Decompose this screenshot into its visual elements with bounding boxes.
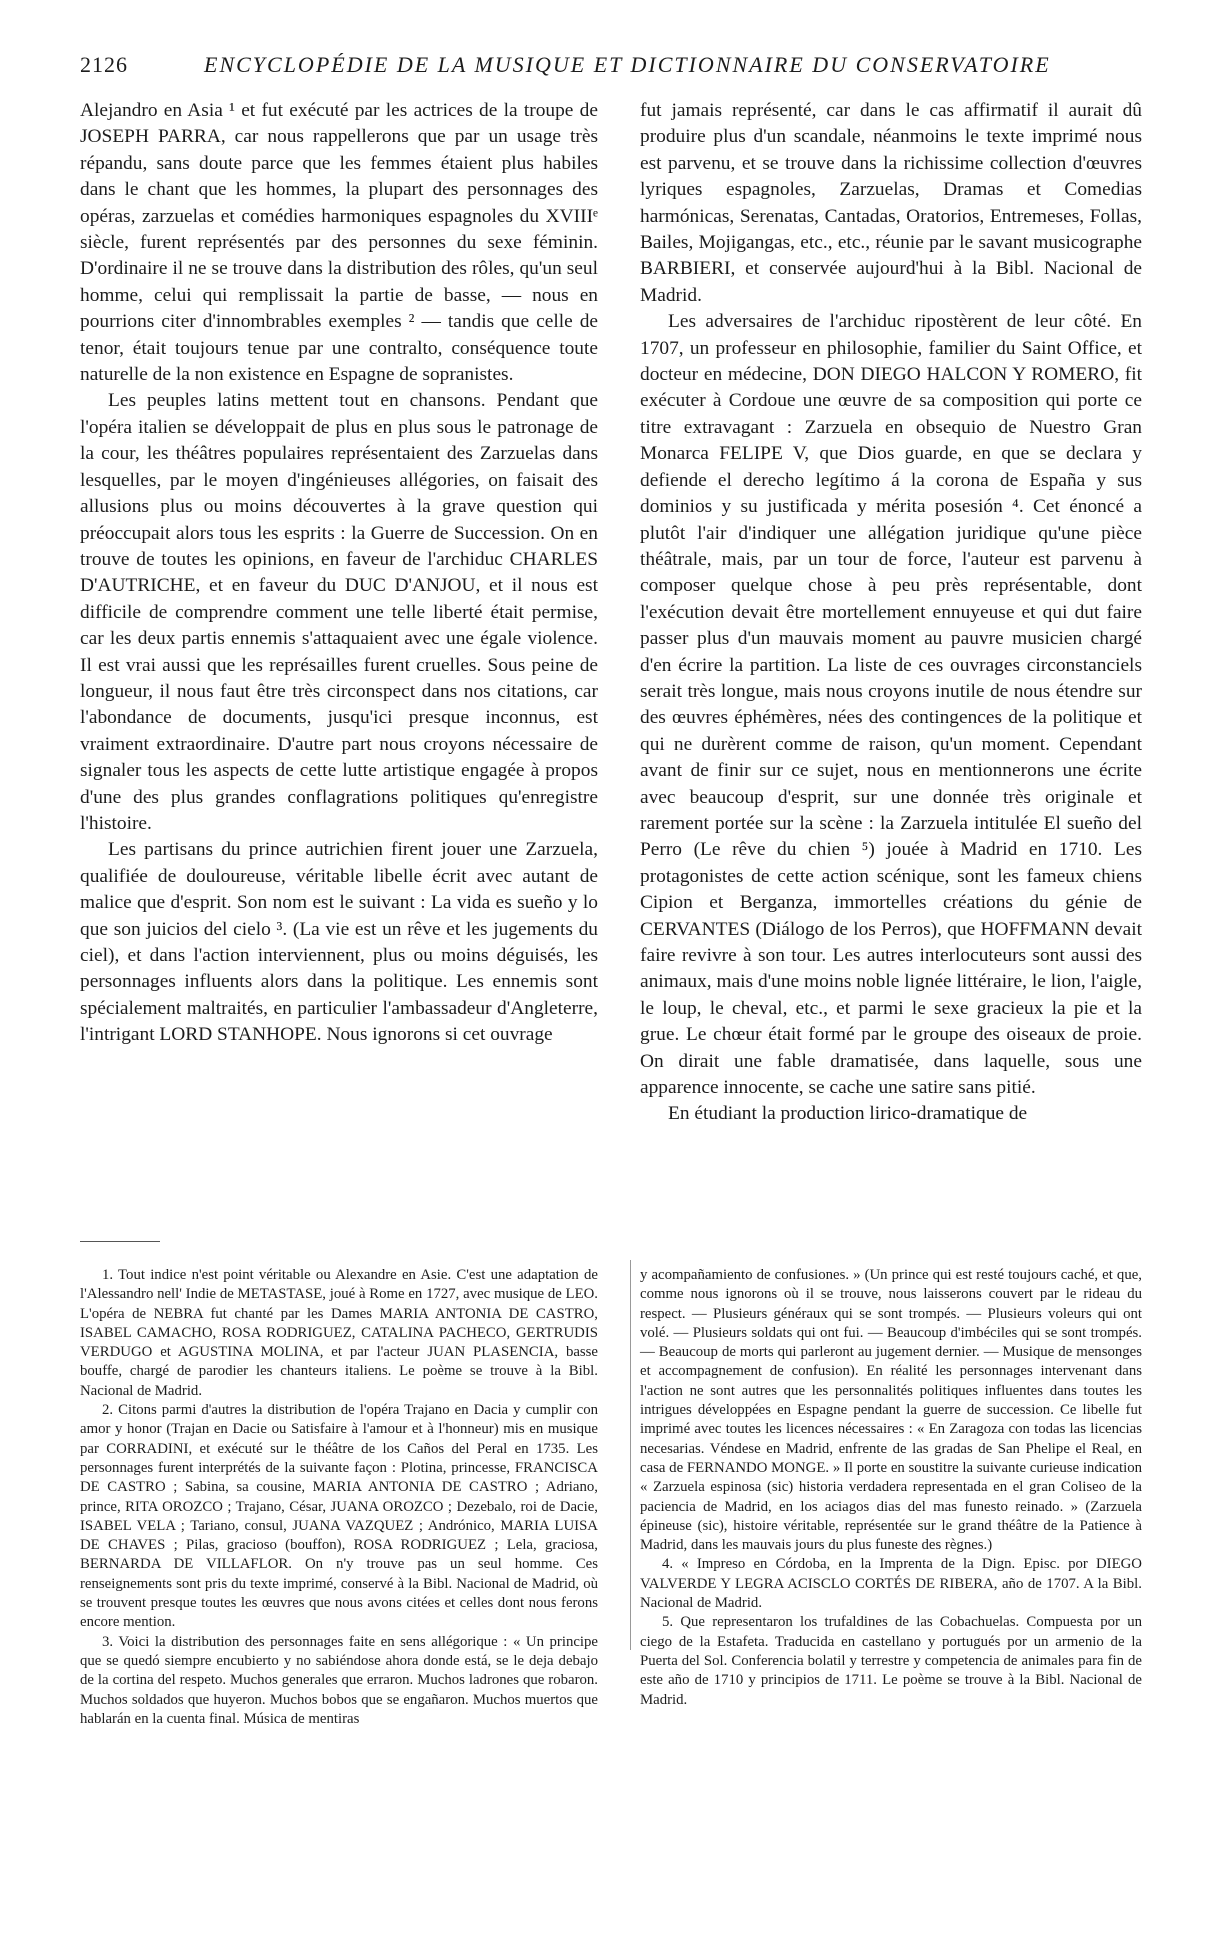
body-column-right — [640, 98, 1142, 1128]
page-number: 2126 — [80, 52, 128, 77]
running-header — [80, 52, 1143, 82]
footnote: 1. Tout indice n'est point véritable ou Alexandre en Asie. C'est une adaptation de l'Alessandro nell' Indie de METASTASE, joué à Rome en 1727, avec musique de LEO. L'opéra de NEBRA fut chanté par les Dames MARIA ANTONIA DE CASTRO, ISABEL CAMACHO, ROSA RODRIGUEZ, CATALINA PACHECO, GERTRUDIS VERDUGO et AGUSTINA MOLINA, et par l'acteur JUAN PLASENCIA, basse bouffe, chargé de parodier les chanteurs italiens. Le poème se trouve à la Bibl. Nacional de Madrid. — [80, 1267, 598, 1399]
footnote: 5. Que representaron los trufaldines de las Cobachuelas. Compuesta por un ciego de la Estafeta. Traducida en castellano y portugués por un armenio de la Puerta del Sol. Conferencia bolatil y terrestre y competencia de animales para fin de este año de 1710 y principios de 1711. Le poème se trouve à la Bibl. Nacional de Madrid. — [640, 1614, 1142, 1708]
running-title: ENCYCLOPÉDIE DE LA MUSIQUE ET DICTIONNAIRE DU CONSERVATOIRE — [204, 52, 1051, 77]
footnote: 4. « Impreso en Córdoba, en la Imprenta de la Dign. Episc. por DIEGO VALVERDE Y LEGRA ACISCLO CORTÉS DE RIBERA, año de 1707. A la Bibl. Nacional de Madrid. — [640, 1556, 1142, 1612]
footnotes-right — [640, 1266, 1142, 1710]
paragraph: En étudiant la production lirico-dramatique de — [668, 1103, 1028, 1125]
footnote-separator — [80, 1241, 160, 1242]
paragraph: Alejandro en Asia ¹ et fut exécuté par les actrices de la troupe de JOSEPH PARRA, car nous rappellerons que par un usage très répandu, sans doute parce que les femmes étaient plus habiles dans le chant que les hommes, la plupart des personnages des opéras, zarzuelas et comédies harmoniques espagnoles du XVIIIᵉ siècle, furent représentés par des personnes du sexe féminin. D'ordinaire il ne se trouve dans la distribution des rôles, qu'un seul homme, celui qui remplissait la partie de basse, — nous en pourrions citer d'innombrables exemples ² — tandis que celle de tenor, était toujours tenue par une contralto, conséquence toute naturelle de la non existence en Espagne de sopranistes. — [80, 100, 598, 386]
paragraph: Les partisans du prince autrichien firent jouer une Zarzuela, qualifiée de douloureuse, véritable libelle écrit avec autant de malice que d'esprit. Son nom est le suivant : La vida es sueño y lo que son juicios del cielo ³. (La vie est un rêve et les jugements du ciel), et dans l'action interviennent, plus ou moins déguisés, les personnages influents alors dans la politique. Les ennemis sont spécialement maltraités, en particulier l'ambassadeur d'Angleterre, l'intrigant LORD STANHOPE. Nous ignorons si cet ouvrage — [80, 839, 598, 1046]
paragraph: fut jamais représenté, car dans le cas affirmatif il aurait dû produire plus d'un scandale, néanmoins le texte imprimé nous est parvenu, et se trouve dans la richissime collection d'œuvres lyriques espagnoles, Zarzuelas, Dramas et Comedias harmónicas, Serenatas, Cantadas, Oratorios, Entremeses, Follas, Bailes, Mojigangas, etc., etc., réunie par le savant musicographe BARBIERI, et conservée aujourd'hui à la Bibl. Nacional de Madrid. — [640, 100, 1142, 306]
footnote: y acompañamiento de confusiones. » (Un prince qui est resté toujours caché, et que, comme nous ignorons où il se trouve, nous laisserons couvert par le rideau du respect. — Plusieurs généraux qui se sont trompés. — Plusieurs voleurs qui ont volé. — Plusieurs soldats qui ont fui. — Beaucoup d'imbéciles qui se sont trompés. — Beaucoup de morts qui parleront au jugement dernier. — Musique de mensonges et accompagnement de confusion). En réalité les personnages intervenant dans l'action ne sont autres que les personnalités politiques influentes dans toutes les intrigues développées en Espagne pendant la guerre de succession. Ce libelle fut imprimé avec toutes les licences nécessaires : « En Zaragoza con todas las licencias necesarias. Véndese en Madrid, enfrente de las gradas de San Phelipe el Real, en casa de FERNANDO MONGE. » Il porte en soustitre la suivante curieuse indication « Zarzuela espinosa (sic) historia verdadera representada en el gran Coliseo de la paciencia de Madrid, en los aciagos dias del mas funesto reinado. » (Zarzuela épineuse (sic), histoire véritable, représentée sur le grand théâtre de la Patience à Madrid, dans les mauvais jours du plus funeste des règnes.) — [640, 1267, 1142, 1554]
column-divider — [630, 1260, 631, 1650]
paragraph: Les peuples latins mettent tout en chansons. Pendant que l'opéra italien se développait de plus en plus sous le patronage de la cour, les théâtres populaires représentaient des Zarzuelas dans lesquelles, par le moyen d'ingénieuses allégories, on faisait des allusions plus ou moins découvertes à la grave question qui préoccupait alors tous les esprits : la Guerre de Succession. On en trouve de toutes les opinions, en faveur de l'archiduc CHARLES D'AUTRICHE, et en faveur du DUC D'ANJOU, et il nous est difficile de comprendre comment une telle liberté était permise, car les deux partis ennemis s'attaquaient avec une égale violence. Il est vrai aussi que les représailles furent cruelles. Sous peine de longueur, il nous faut être très circonspect dans nos citations, car l'abondance de documents, jusqu'ici presque inconnus, est vraiment extraordinaire. D'autre part nous croyons nécessaire de signaler tous les aspects de cette lutte artistique engagée à propos d'une des plus grandes conflagrations politiques qu'enregistre l'histoire. — [80, 390, 598, 834]
body-column-left — [80, 98, 598, 1049]
footnotes-left — [80, 1266, 598, 1729]
footnote: 3. Voici la distribution des personnages faite en sens allégorique : « Un principe que se quedó siempre encubierto y no sabiéndose ahora donde está, se le deja debajo de la cortina del respeto. Muchos generales que erraron. Muchos ladrones que robaron. Muchos soldados que huyeron. Muchos bobos que se engañaron. Muchos muertos que hablarán en la cuenta final. Música de mentiras — [80, 1633, 598, 1727]
paragraph: Les adversaires de l'archiduc ripostèrent de leur côté. En 1707, un professeur en philosophie, familier du Saint Office, et docteur en médecine, DON DIEGO HALCON Y ROMERO, fit exécuter à Cordoue une œuvre de sa composition qui porte ce titre extravagant : Zarzuela en obsequio de Nuestro Gran Monarca FELIPE V, que Dios guarde, en que se declara y defiende el derecho legítimo á la corona de España y sus dominios y su justificada y mérita posesión ⁴. Cet énoncé a plutôt l'air d'indiquer une allégation juridique qu'une pièce théâtrale, mais, par un tour de force, l'auteur est parvenu à composer quelque chose à peu près représentable, dont l'exécution devait être mortellement ennuyeuse et qui dut faire passer plus d'un mauvais moment au pauvre musicien chargé d'en écrire la partition. La liste de ces ouvrages circonstanciels serait très longue, mais nous croyons inutile de nous étendre sur des œuvres éphémères, nées des contingences de la politique et qui ne durèrent comme de raison, qu'un moment. Cependant avant de finir sur ce sujet, nous en mentionnerons une écrite avec beaucoup d'esprit, sur une donnée très originale et rarement portée sur la scène : la Zarzuela intitulée El sueño del Perro (Le rêve du chien ⁵) jouée à Madrid en 1710. Les protagonistes de cette action scénique, sont les fameux chiens Cipion et Berganza, immortelles créations du génie de CERVANTES (Diálogo de los Perros), que HOFFMANN devait faire revivre à son tour. Les autres interlocuteurs sont aussi des animaux, mais d'une moins noble lignée littéraire, le lion, l'aigle, le loup, le cheval, etc., et parmi le sexe gracieux la pie et la grue. Le chœur était formé par le groupe des oiseaux de proie. On dirait une fable dramatisée, dans laquelle, sous une apparence innocente, se cache une satire sans pitié. — [640, 311, 1142, 1099]
footnote: 2. Citons parmi d'autres la distribution de l'opéra Trajano en Dacia y cumplir con amor y honor (Trajan en Dacie ou Satisfaire à l'amour et à l'honneur) mis en musique par CORRADINI, et exécuté sur le théâtre de los Caños del Peral en 1735. Les personnages furent interprétés de la suivante façon : Plotina, princesse, FRANCISCA DE CASTRO ; Sabina, sa cousine, MARIA ANTONIA DE CASTRO ; Adriano, prince, RITA OROZCO ; Trajano, César, JUANA OROZCO ; Dezebalo, roi de Dacie, ISABEL VELA ; Tariano, consul, JUANA VAZQUEZ ; Andrónico, MARIA LUISA DE CHAVES ; Pilas, gracioso (bouffon), ROSA RODRIGUEZ ; Lela, graciosa, BERNARDA DE VILLAFLOR. On n'y trouve pas un seul homme. Ces renseignements sont pris du texte imprimé, conservé à la Bibl. Nacional de Madrid, où se trouvent presque toutes les œuvres que nous avons citées et celles dont nous ferons encore mention. — [80, 1402, 598, 1631]
